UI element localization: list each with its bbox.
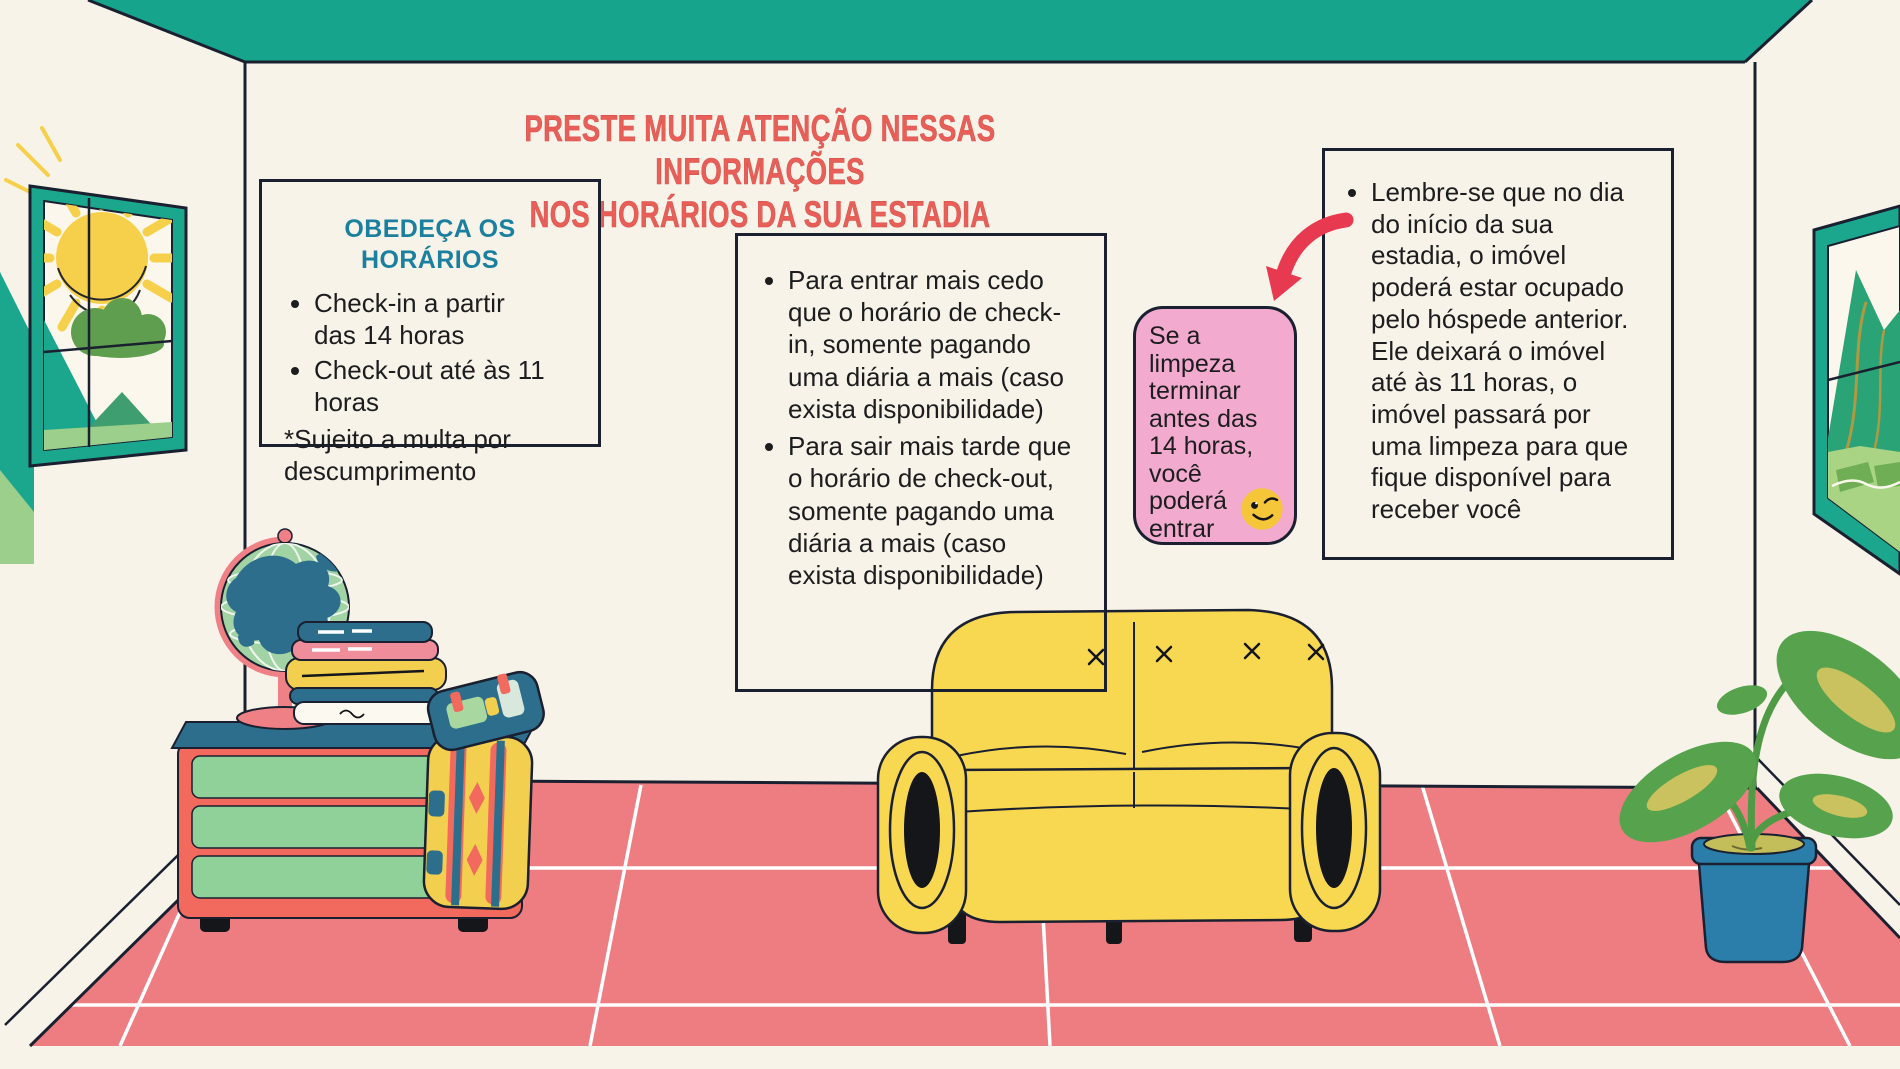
- fees-item: • Para sair mais tarde que o horário de check-out, somente pagando uma diária a mais (caso exista disponibilidade): [788, 430, 1080, 591]
- book-stack: [286, 622, 446, 724]
- wink-emoji-icon: [1239, 486, 1285, 532]
- schedule-box: [259, 179, 601, 486]
- backpack: [423, 666, 547, 909]
- fees-item: • Para entrar mais cedo que o horário de check-in, somente pagando uma diária a mais (caso exista disponibilidade): [788, 264, 1080, 425]
- schedule-list: [284, 287, 576, 419]
- schedule-item: • Check-in a partir das 14 horas: [314, 287, 552, 352]
- cleaning-note: [1133, 306, 1297, 545]
- ceiling: [88, 0, 1812, 62]
- title-line-2: NOS HORÁRIOS DA SUA ESTADIA: [529, 193, 991, 235]
- left-window: [22, 178, 186, 466]
- schedule-item: • Check-out até às 11 horas: [314, 354, 552, 419]
- schedule-heading: OBEDEÇA OS HORÁRIOS: [344, 215, 516, 275]
- red-curved-arrow-icon: [1228, 198, 1378, 338]
- schedule-footnote: *Sujeito a multa por descumprimento: [284, 423, 511, 486]
- right-window: [1814, 206, 1900, 574]
- reminder-list: [1341, 177, 1645, 526]
- early-late-fees-box: [735, 233, 1107, 692]
- cleaning-note-text: Se a limpeza terminar antes das 14 horas, você poderá entrar: [1149, 322, 1258, 543]
- title-line-1: PRESTE MUITA ATENÇÃO NESSAS INFORMAÇÕES: [524, 108, 996, 192]
- reminder-item: • Lembre-se que no dia do início da sua estadia, o imóvel poderá estar ocupado pelo hóspede anterior. Ele deixará o imóvel até às 11 horas, o imóvel passará por uma limpeza para que fique disponível para receber você: [1371, 177, 1645, 526]
- fees-list: [758, 264, 1080, 591]
